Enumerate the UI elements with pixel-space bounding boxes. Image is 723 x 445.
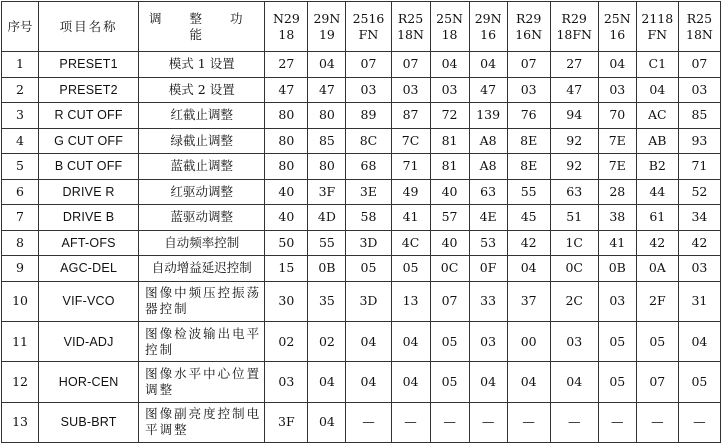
row-value: 27 [550, 52, 598, 78]
table-row [2, 402, 721, 442]
row-value: 40 [265, 205, 308, 231]
row-value: 47 [469, 77, 507, 103]
row-value: 93 [678, 128, 720, 154]
row-value: 71 [391, 154, 430, 180]
header-model-line1: R29 [516, 10, 542, 26]
table-row [2, 154, 721, 180]
row-value: 85 [678, 103, 720, 129]
row-value: 37 [507, 281, 550, 321]
header-model [598, 2, 636, 52]
row-value: 03 [678, 77, 720, 103]
table-row [2, 52, 721, 78]
row-value: 70 [598, 103, 636, 129]
row-item-name: PRESET1 [39, 52, 139, 78]
row-value: 03 [430, 77, 469, 103]
row-value: 53 [469, 230, 507, 256]
row-value: 07 [430, 281, 469, 321]
row-value: 02 [308, 321, 346, 361]
table-row [2, 77, 721, 103]
row-value: — [550, 402, 598, 442]
row-index: 1 [2, 52, 39, 78]
row-value: 47 [550, 77, 598, 103]
row-value: 4E [469, 205, 507, 231]
row-index: 7 [2, 205, 39, 231]
header-row [2, 2, 721, 52]
row-value: 04 [346, 362, 391, 402]
row-value: C1 [636, 52, 678, 78]
row-value: 81 [430, 128, 469, 154]
row-value: 7E [598, 128, 636, 154]
row-value: 27 [265, 52, 308, 78]
row-value: 4D [308, 205, 346, 231]
row-item-name: SUB-BRT [39, 402, 139, 442]
header-model-line1: N29 [272, 10, 300, 26]
row-value: 04 [308, 402, 346, 442]
row-value: 04 [308, 362, 346, 402]
row-item-name: DRIVE B [39, 205, 139, 231]
row-value: 57 [430, 205, 469, 231]
row-item-name: PRESET2 [39, 77, 139, 103]
row-value: 05 [430, 321, 469, 361]
row-value: 03 [550, 321, 598, 361]
row-value: 80 [265, 154, 308, 180]
row-value: 45 [507, 205, 550, 231]
row-value: 04 [469, 362, 507, 402]
row-value: 02 [265, 321, 308, 361]
row-value: 07 [636, 362, 678, 402]
row-index: 8 [2, 230, 39, 256]
row-value: 04 [430, 52, 469, 78]
row-index: 12 [2, 362, 39, 402]
row-value: 55 [308, 230, 346, 256]
header-function: 调 整 功 能 [139, 2, 265, 52]
header-model-line2: 16N [515, 26, 543, 42]
row-value: 03 [469, 321, 507, 361]
header-model-line1: R25 [397, 10, 424, 26]
header-model [346, 2, 391, 52]
row-index: 2 [2, 77, 39, 103]
row-function: 模式 1 设置 [139, 52, 265, 78]
row-value: 03 [346, 77, 391, 103]
header-model [636, 2, 678, 52]
row-value: AC [636, 103, 678, 129]
row-value: — [391, 402, 430, 442]
row-value: 76 [507, 103, 550, 129]
row-value: 50 [265, 230, 308, 256]
row-value: 40 [430, 230, 469, 256]
row-value: 00 [507, 321, 550, 361]
row-value: 04 [391, 362, 430, 402]
header-item-name: 项目名称 [39, 2, 139, 52]
row-value: 05 [346, 256, 391, 282]
header-model [391, 2, 430, 52]
row-value: 13 [391, 281, 430, 321]
row-value: A8 [469, 154, 507, 180]
row-value: 41 [391, 205, 430, 231]
row-value: 07 [507, 52, 550, 78]
adjustment-data-table [1, 1, 721, 443]
header-model-line1: 25N [436, 10, 463, 26]
row-value: 7C [391, 128, 430, 154]
table-row [2, 103, 721, 129]
header-model-line1: R29 [561, 10, 587, 26]
row-function: 自动增益延迟控制 [139, 256, 265, 282]
row-value: 94 [550, 103, 598, 129]
row-function: 图像水平中心位置调整 [139, 362, 265, 402]
row-value: 03 [598, 77, 636, 103]
row-value: 07 [346, 52, 391, 78]
row-value: 41 [598, 230, 636, 256]
row-value: 92 [550, 154, 598, 180]
header-model [265, 2, 308, 52]
row-index: 4 [2, 128, 39, 154]
row-value: 47 [265, 77, 308, 103]
row-value: 04 [507, 362, 550, 402]
row-value: 0B [308, 256, 346, 282]
row-value: 03 [265, 362, 308, 402]
row-value: 71 [678, 154, 720, 180]
row-value: 03 [391, 77, 430, 103]
row-function: 自动频率控制 [139, 230, 265, 256]
row-value: 33 [469, 281, 507, 321]
row-index: 11 [2, 321, 39, 361]
row-function: 图像中频压控振荡器控制 [139, 281, 265, 321]
row-value: — [598, 402, 636, 442]
header-model-line2: 19 [318, 26, 335, 42]
row-value: 3F [308, 179, 346, 205]
row-value: 40 [265, 179, 308, 205]
row-value: 3F [265, 402, 308, 442]
row-function: 红驱动调整 [139, 179, 265, 205]
row-value: 7E [598, 154, 636, 180]
table-row [2, 205, 721, 231]
row-value: 8E [507, 154, 550, 180]
row-value: 51 [550, 205, 598, 231]
row-value: 1C [550, 230, 598, 256]
header-model [678, 2, 720, 52]
row-index: 3 [2, 103, 39, 129]
row-value: 05 [598, 362, 636, 402]
row-value: 0B [598, 256, 636, 282]
row-value: 05 [636, 321, 678, 361]
row-index: 9 [2, 256, 39, 282]
row-value: 3D [346, 281, 391, 321]
header-model-line1: 2118 [641, 10, 674, 26]
row-value: 3E [346, 179, 391, 205]
row-value: 04 [598, 52, 636, 78]
row-value: 49 [391, 179, 430, 205]
row-value: 80 [308, 103, 346, 129]
row-value: 0C [550, 256, 598, 282]
table-row [2, 281, 721, 321]
row-value: 04 [678, 321, 720, 361]
row-item-name: DRIVE R [39, 179, 139, 205]
row-value: 81 [430, 154, 469, 180]
header-model-line2: 16 [480, 26, 497, 42]
table-row [2, 362, 721, 402]
row-item-name: G CUT OFF [39, 128, 139, 154]
row-index: 6 [2, 179, 39, 205]
header-model [469, 2, 507, 52]
row-value: A8 [469, 128, 507, 154]
row-value: 55 [507, 179, 550, 205]
row-index: 13 [2, 402, 39, 442]
header-model-line2: 18N [397, 26, 424, 42]
header-model-line1: 25N [603, 10, 631, 26]
header-model-line2: 18 [278, 26, 295, 42]
row-value: 8C [346, 128, 391, 154]
row-value: 04 [636, 77, 678, 103]
row-value: 04 [391, 321, 430, 361]
row-value: 07 [391, 52, 430, 78]
header-model [550, 2, 598, 52]
row-value: 80 [265, 103, 308, 129]
row-value: 92 [550, 128, 598, 154]
row-item-name: AGC-DEL [39, 256, 139, 282]
row-value: 63 [550, 179, 598, 205]
row-value: 05 [598, 321, 636, 361]
row-value: 30 [265, 281, 308, 321]
row-value: 80 [308, 154, 346, 180]
table-row [2, 256, 721, 282]
row-value: — [430, 402, 469, 442]
row-value: 05 [678, 362, 720, 402]
row-value: 0A [636, 256, 678, 282]
row-value: 44 [636, 179, 678, 205]
row-value: 03 [598, 281, 636, 321]
row-value: 03 [507, 77, 550, 103]
row-value: 0F [469, 256, 507, 282]
row-item-name: VIF-VCO [39, 281, 139, 321]
row-value: 04 [550, 362, 598, 402]
row-value: B2 [636, 154, 678, 180]
row-value: 4C [391, 230, 430, 256]
table-row [2, 128, 721, 154]
row-value: 38 [598, 205, 636, 231]
header-model-line2: 16 [609, 26, 626, 42]
row-value: 52 [678, 179, 720, 205]
row-item-name: B CUT OFF [39, 154, 139, 180]
row-value: 03 [678, 256, 720, 282]
row-value: 2C [550, 281, 598, 321]
table-row [2, 179, 721, 205]
row-value: 61 [636, 205, 678, 231]
row-value: 139 [469, 103, 507, 129]
header-model-line2: FN [358, 26, 379, 42]
header-model [507, 2, 550, 52]
row-value: 42 [507, 230, 550, 256]
row-value: 3D [346, 230, 391, 256]
row-value: 42 [636, 230, 678, 256]
row-value: — [469, 402, 507, 442]
row-item-name: AFT-OFS [39, 230, 139, 256]
row-value: 80 [265, 128, 308, 154]
header-model-line2: 18 [441, 26, 458, 42]
row-value: 0C [430, 256, 469, 282]
row-value: 40 [430, 179, 469, 205]
row-value: 28 [598, 179, 636, 205]
row-value: 87 [391, 103, 430, 129]
row-value: 47 [308, 77, 346, 103]
row-value: 63 [469, 179, 507, 205]
row-function: 蓝驱动调整 [139, 205, 265, 231]
header-model-line2: 18N [686, 26, 713, 42]
row-function: 蓝截止调整 [139, 154, 265, 180]
row-function: 红截止调整 [139, 103, 265, 129]
row-value: 31 [678, 281, 720, 321]
row-value: 2F [636, 281, 678, 321]
row-value: 85 [308, 128, 346, 154]
row-value: 34 [678, 205, 720, 231]
table-row [2, 321, 721, 361]
row-value: 8E [507, 128, 550, 154]
row-value: 07 [678, 52, 720, 78]
header-model [430, 2, 469, 52]
header-model-line1: 2516 [352, 10, 385, 26]
row-index: 10 [2, 281, 39, 321]
row-value: 72 [430, 103, 469, 129]
row-value: 05 [430, 362, 469, 402]
row-value: — [507, 402, 550, 442]
table-row [2, 230, 721, 256]
header-model-line1: 29N [313, 10, 341, 26]
row-value: 04 [346, 321, 391, 361]
row-value: — [346, 402, 391, 442]
row-function: 图像检波输出电平控制 [139, 321, 265, 361]
header-model-line2: FN [647, 26, 668, 42]
row-value: 58 [346, 205, 391, 231]
row-value: 04 [308, 52, 346, 78]
row-function: 图像副亮度控制电平调整 [139, 402, 265, 442]
row-value: — [636, 402, 678, 442]
row-value: 05 [391, 256, 430, 282]
row-value: 35 [308, 281, 346, 321]
row-value: 15 [265, 256, 308, 282]
header-model-line2: 18FN [556, 26, 592, 42]
header-model-line1: R25 [686, 10, 713, 26]
row-function: 模式 2 设置 [139, 77, 265, 103]
row-value: 04 [469, 52, 507, 78]
row-item-name: VID-ADJ [39, 321, 139, 361]
row-value: — [678, 402, 720, 442]
row-item-name: HOR-CEN [39, 362, 139, 402]
row-value: 89 [346, 103, 391, 129]
row-function: 绿截止调整 [139, 128, 265, 154]
header-model-line1: 29N [474, 10, 502, 26]
row-value: 04 [507, 256, 550, 282]
row-value: 68 [346, 154, 391, 180]
header-index: 序号 [2, 2, 39, 52]
row-index: 5 [2, 154, 39, 180]
header-model [308, 2, 346, 52]
row-item-name: R CUT OFF [39, 103, 139, 129]
row-value: 42 [678, 230, 720, 256]
row-value: AB [636, 128, 678, 154]
